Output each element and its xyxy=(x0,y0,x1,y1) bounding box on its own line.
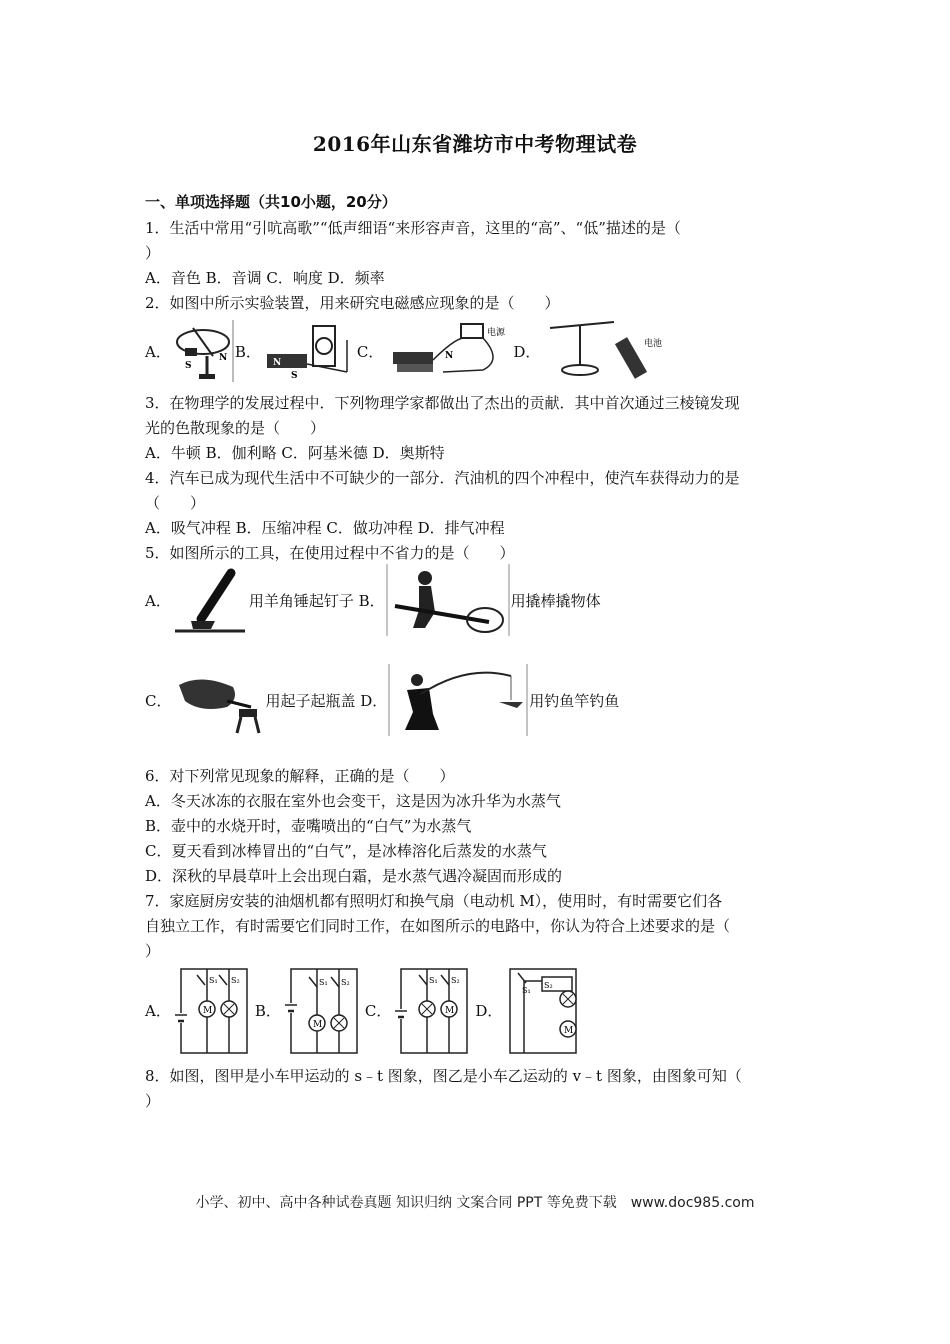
q3-stem-line1: 3．在物理学的发展过程中．下列物理学家都做出了杰出的贡献．其中首次通过三棱镜发现 xyxy=(145,394,740,412)
q2-power-label: 电源 xyxy=(487,328,506,338)
q2-battery-label: 电池 xyxy=(644,339,663,349)
svg-text:M: M xyxy=(202,1006,213,1016)
q6-option-c: C．夏天看到冰棒冒出的“白气”，是冰棒溶化后蒸发的水蒸气 xyxy=(145,842,547,860)
q1-options: A．音色 B．音调 C．响度 D．频率 xyxy=(145,269,385,287)
svg-text:S: S xyxy=(290,371,298,381)
q1-stem-line1: 1．生活中常用“引吭高歌”“低声细语“来形容声音，这里的“高”、“低”描述的是（ xyxy=(145,219,681,237)
svg-text:S₂: S₂ xyxy=(451,976,461,985)
q1-stem-line2: ） xyxy=(145,244,161,262)
page-title: 2016年山东省潍坊市中考物理试卷 xyxy=(312,132,638,156)
q5-row1 xyxy=(145,564,601,636)
q5-option-c-label: C． xyxy=(145,691,172,710)
svg-text:S₁: S₁ xyxy=(318,978,328,987)
q7-circuit-c xyxy=(391,963,475,1057)
q4-stem-line2: （ ） xyxy=(145,494,206,512)
q7-option-a-label: A． xyxy=(145,1001,171,1020)
q2-option-c-label: C． xyxy=(356,342,384,361)
q2-figure-b xyxy=(261,320,351,382)
q2-option-b-label: B． xyxy=(234,342,261,361)
svg-text:S: S xyxy=(184,361,192,371)
q2-options xyxy=(145,318,670,384)
q2-option-d-label: D． xyxy=(513,342,541,361)
q3-options: A．牛顿 B．伽利略 C．阿基米德 D．奥斯特 xyxy=(145,444,445,462)
q5-option-a-label: A． xyxy=(145,591,171,610)
q5-option-c-text: 用起子起瓶盖 D． xyxy=(265,691,388,710)
q2-figure-c xyxy=(383,320,513,382)
q7-circuit-b xyxy=(281,963,365,1057)
q6-option-a: A．冬天冰冻的衣服在室外也会变干，这是因为冰升华为水蒸气 xyxy=(145,792,561,810)
svg-text:M: M xyxy=(564,1026,574,1036)
svg-text:M: M xyxy=(445,1006,455,1016)
q5-option-d-text: 用钓鱼竿钓鱼 xyxy=(529,691,620,710)
q7-circuit-d xyxy=(502,963,586,1057)
q7-stem-line3: ） xyxy=(145,942,161,960)
q5-figure-a-hammer xyxy=(171,565,249,635)
q5-stem: 5．如图所示的工具，在使用过程中不省力的是（ ） xyxy=(145,544,515,562)
q3-stem-line2: 光的色散现象的是（ ） xyxy=(145,419,326,437)
q2-figure-d xyxy=(540,320,670,382)
q2-option-a-label: A． xyxy=(145,342,171,361)
q7-option-c-label: C． xyxy=(364,1001,392,1020)
q5-figure-b-crowbar xyxy=(385,564,511,636)
q8-stem-line1: 8．如图，图甲是小车甲运动的 s﹣t 图象，图乙是小车乙运动的 v﹣t 图象，由图象可知（ xyxy=(145,1067,742,1085)
q7-circuit-a xyxy=(171,963,255,1057)
q5-figure-c-opener xyxy=(171,665,265,735)
q5-option-a-text: 用羊角锤起钉子 B． xyxy=(248,591,385,610)
page-footer: 小学、初中、高中各种试卷真题 知识归纳 文案合同 PPT 等免费下载 www.doc985.com xyxy=(195,1195,755,1211)
q6-option-b: B．壶中的水烧开时，壶嘴喷出的“白气”为水蒸气 xyxy=(145,817,472,835)
q4-options: A．吸气冲程 B．压缩冲程 C．做功冲程 D．排气冲程 xyxy=(145,519,505,537)
svg-text:S₂: S₂ xyxy=(230,976,240,985)
svg-text:S₁: S₁ xyxy=(429,976,439,985)
q5-figure-d-fishing xyxy=(387,664,529,736)
q7-option-b-label: B． xyxy=(254,1001,281,1020)
svg-text:N: N xyxy=(445,351,454,361)
q7-options xyxy=(145,962,586,1058)
q5-row2 xyxy=(145,664,619,736)
q7-option-d-label: D． xyxy=(475,1001,503,1020)
svg-text:S₂: S₂ xyxy=(340,978,350,987)
q2-figure-a xyxy=(171,320,231,382)
q4-stem-line1: 4．汽车已成为现代生活中不可缺少的一部分．汽油机的四个冲程中，使汽车获得动力的是 xyxy=(145,469,740,487)
svg-text:S₁: S₁ xyxy=(208,976,218,985)
q6-stem: 6．对下列常见现象的解释，正确的是（ ） xyxy=(145,767,455,785)
section-heading: 一、单项选择题（共10小题，20分） xyxy=(145,193,397,211)
q6-option-d: D．深秋的早晨草叶上会出现白霜，是水蒸气遇冷凝固而形成的 xyxy=(145,867,563,885)
q5-option-b-text: 用撬棒撬物体 xyxy=(510,591,601,610)
q7-stem-line1: 7．家庭厨房安装的油烟机都有照明灯和换气扇（电动机 M），使用时，有时需要它们各 xyxy=(145,892,723,910)
svg-text:N: N xyxy=(272,358,282,368)
svg-text:N: N xyxy=(218,353,228,363)
q2-stem: 2．如图中所示实验装置，用来研究电磁感应现象的是（ ） xyxy=(145,294,560,312)
svg-text:M: M xyxy=(312,1020,323,1030)
q8-stem-line2: ） xyxy=(145,1092,161,1110)
q7-stem-line2: 自独立工作，有时需要它们同时工作，在如图所示的电路中，你认为符合上述要求的是（ xyxy=(145,917,731,935)
svg-text:S₂: S₂ xyxy=(544,981,554,990)
svg-text:S₁: S₁ xyxy=(522,986,532,995)
